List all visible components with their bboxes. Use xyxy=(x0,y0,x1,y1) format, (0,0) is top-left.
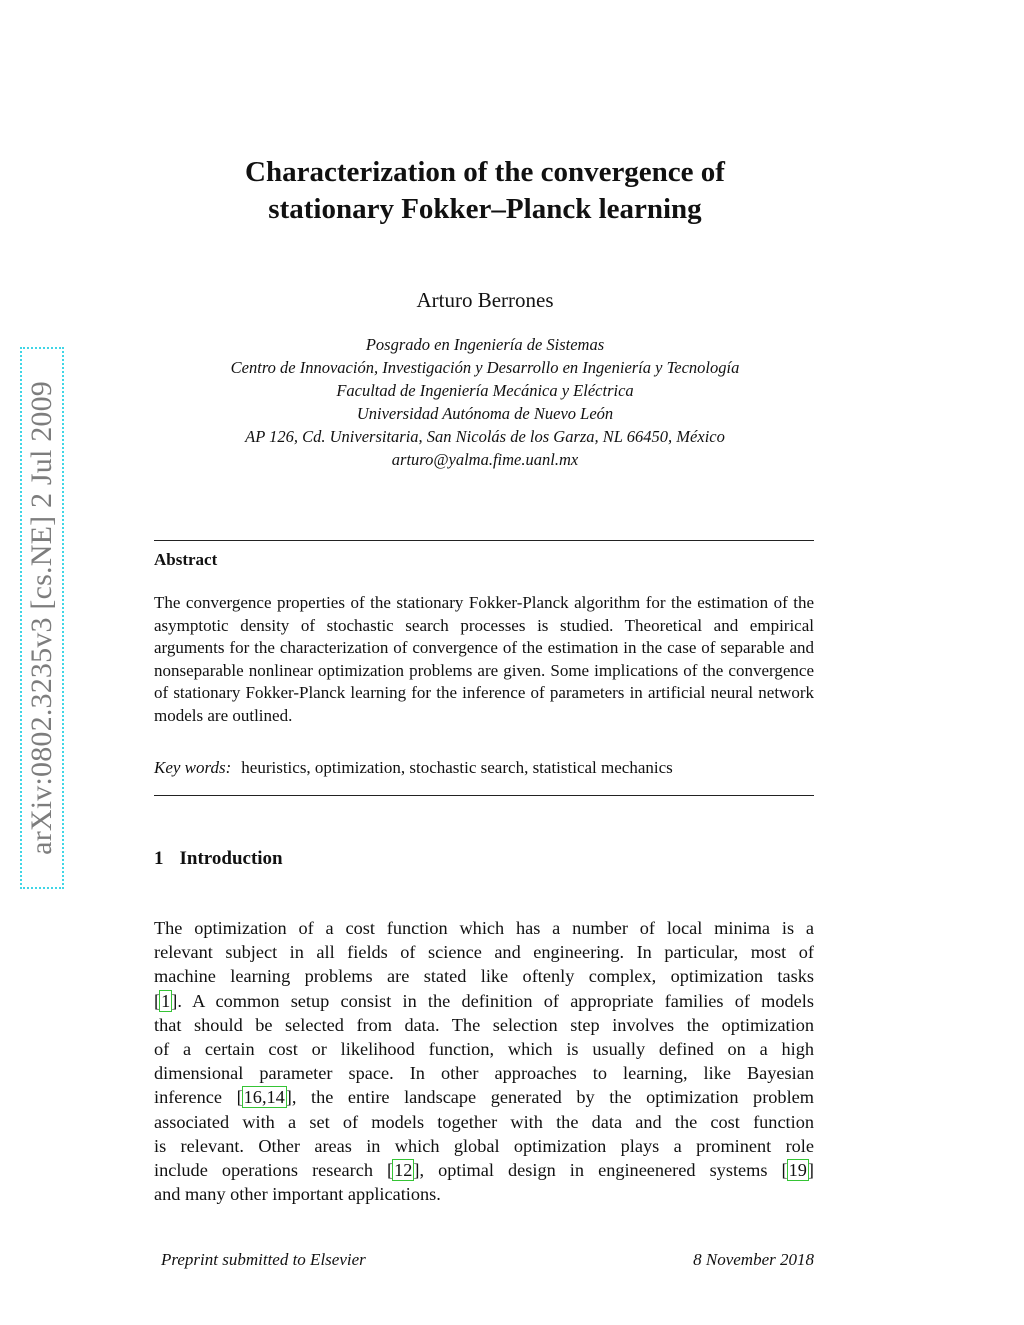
footer-date: 8 November 2018 xyxy=(693,1250,814,1269)
author-name: Arturo Berrones xyxy=(416,288,554,312)
section-heading xyxy=(154,848,283,870)
paragraph-line: that should be selected from data. The selection step involves the optimization xyxy=(154,1014,814,1035)
citation-link[interactable]: 19 xyxy=(788,1160,807,1181)
abstract-text: The convergence properties of the stationary Fokker-Planck algorithm for the estimation of the asymptotic density of stochastic search processes is studied. Theoretical and empirical arguments for the characterization of convergence of the estimation in the case of separable and nonseparable nonlinear optimization problems are given. Some implications of the convergence of stationary Fokker-Planck learning for the inference of parameters in artificial neural network models are outlined. xyxy=(154,593,814,725)
paragraph-line: include operations research [12], optimal design in engineenered systems [19] xyxy=(154,1160,814,1181)
paragraph-line: inference [16,14], the entire landscape generated by the optimization problem xyxy=(154,1087,814,1108)
title-line-2: stationary Fokker–Planck learning xyxy=(268,193,702,225)
abstract-top-rule xyxy=(154,540,814,541)
author-email: arturo@yalma.fime.uanl.mx xyxy=(391,450,579,469)
paragraph-line: dimensional parameter space. In other approaches to learning, like Bayesian xyxy=(154,1063,814,1084)
citation-link[interactable]: 1 xyxy=(161,990,171,1011)
keywords-list: heuristics, optimization, stochastic search, statistical mechanics xyxy=(241,758,673,777)
footer-preprint-note: Preprint submitted to Elsevier xyxy=(161,1250,366,1269)
paragraph-line: relevant subject in all fields of science and engineering. In particular, most of xyxy=(154,942,814,963)
affiliation-line: Centro de Innovación, Investigación y Desarrollo en Ingeniería y Tecnología xyxy=(230,358,740,377)
section-number: 1 xyxy=(154,848,164,869)
paragraph-line: of a certain cost or likelihood function, which is usually defined on a high xyxy=(154,1039,814,1060)
affiliation xyxy=(120,333,850,471)
section-title: Introduction xyxy=(179,848,283,869)
affiliation-line: AP 126, Cd. Universitaria, San Nicolás de los Garza, NL 66450, México xyxy=(245,427,725,446)
abstract-heading: Abstract xyxy=(154,550,218,569)
paragraph-line: associated with a set of models together with the data and the cost function xyxy=(154,1111,814,1132)
introduction-body xyxy=(154,916,814,1206)
paper-title xyxy=(160,154,810,228)
keywords xyxy=(154,758,673,778)
title-line-1: Characterization of the convergence of xyxy=(245,156,725,188)
keywords-label: Key words: xyxy=(154,758,232,777)
citation-link[interactable]: 16,14 xyxy=(243,1087,285,1108)
citation-link[interactable]: 12 xyxy=(394,1160,413,1181)
arxiv-id: arXiv:0802.3235v3 [cs.NE] 2 Jul 2009 xyxy=(25,381,58,855)
affiliation-line: Facultad de Ingeniería Mecánica y Eléctrica xyxy=(336,381,634,400)
paragraph-line: machine learning problems are stated like oftenly complex, optimization tasks xyxy=(154,966,814,987)
affiliation-line: Universidad Autónoma de Nuevo León xyxy=(356,404,614,423)
abstract-bottom-rule xyxy=(154,795,814,796)
affiliation-line: Posgrado en Ingeniería de Sistemas xyxy=(365,335,605,354)
paragraph-line: and many other important applications. xyxy=(154,1184,441,1205)
paragraph-line: [1]. A common setup consist in the definition of appropriate families of models xyxy=(154,990,814,1011)
paragraph-line: is relevant. Other areas in which global optimization plays a prominent role xyxy=(154,1135,814,1156)
arxiv-stamp xyxy=(20,347,64,889)
paragraph-line: The optimization of a cost function which has a number of local minima is a xyxy=(154,918,814,938)
